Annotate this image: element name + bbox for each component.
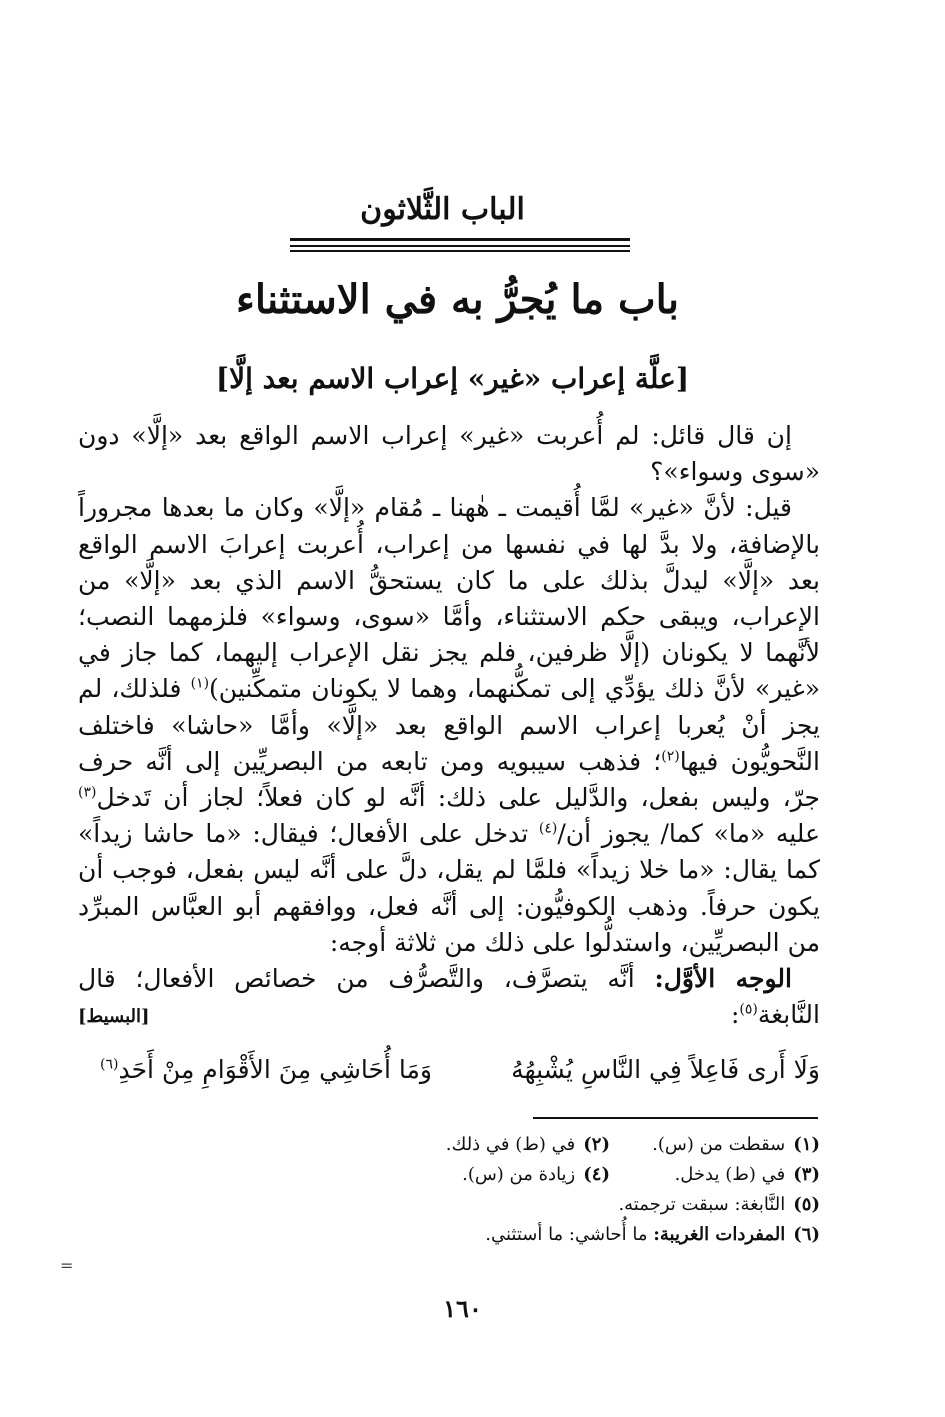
footnote-separator — [533, 1117, 818, 1119]
first-aspect-tail: : — [730, 1000, 740, 1030]
question-paragraph — [78, 418, 820, 490]
verse-first-hemistich: وَلَا أَرى فَاعِلاً فِي النَّاسِ يُشْبِهُهُ — [511, 1055, 820, 1084]
footnote-row — [300, 1190, 820, 1220]
footnote-4 — [400, 1160, 610, 1190]
footnote-text: في (ط) يدخل. — [674, 1164, 786, 1185]
footnote-number: (٣) — [793, 1164, 820, 1185]
chapter-title: الباب الثَّلاثون — [360, 192, 525, 227]
answer-paragraph — [78, 490, 820, 961]
footnotes — [300, 1130, 820, 1250]
footnote-text: في (ط) في ذلك. — [445, 1134, 576, 1155]
footnote-number: (١) — [793, 1134, 820, 1155]
answer-text-2: فلذلك، لم يجز أنْ يُعربا إعراب الاسم الواقع بعد «إلَّا» وأمَّا «حاشا» فاختلف النَّحويُّون فيها — [78, 674, 820, 776]
footnote-text: ما أُحاشي: ما أستثني. — [485, 1224, 654, 1245]
footnote-number: (٤) — [583, 1164, 610, 1185]
poetic-meter-label: [البسيط] — [78, 1006, 150, 1028]
footnote-ref-4[interactable]: (٤) — [538, 820, 558, 837]
answer-text-5: تدخل على الأفعال؛ فيقال: «ما حاشا زيداً» كما يقال: «ما خلا زيداً» فلمَّا لم يقل، دلَّ على أنَّه ليس بفعل، فوجب أن يكون حرفاً. وذهب الكوفيُّون: إلى أنَّه فعل، ووافقهم أبو العبَّاس المبرِّد من البصريِّين، واستدلُّوا على ذلك من ثلاثة أوجه: — [78, 819, 820, 957]
poetry-verse — [100, 1055, 820, 1084]
margin-mark: = — [60, 1256, 74, 1275]
answer-text-1: قيل: لأنَّ «غير» لمَّا أُقيمت ـ هٰهنا ـ مُقام «إلَّا» وكان ما بعدها مجروراً بالإضافة، ولا بدَّ لها في نفسها من إعراب، أُعربت إعرابَ الاسم الواقع بعد «إلَّا» ليدلَّ بذلك على ما كان يستحقُّ الاسم الذي بعد «إلَّا» من الإعراب، ويبقى حكم الاستثناء، وأمَّا «سوى، وسواء» فلزمهما النصب؛ لأنَّهما لا يكونان (إلَّا ظرفين، فلم يجز نقل الإعراب إليهما، كما جاز في «غير» لأنَّ ذلك يؤدِّي إلى تمكُّنهما، وهما لا يكونان متمكِّنين) — [78, 493, 820, 704]
title-divider — [290, 238, 630, 252]
footnote-text: زيادة من (س). — [462, 1164, 576, 1185]
question-text: إن قال قائل: لم أُعربت «غير» إعراب الاسم الواقع بعد «إلَّا» دون «سوى وسواء»؟ — [78, 421, 820, 487]
footnote-row — [300, 1220, 820, 1250]
verse-second-text: وَمَا أُحَاشِي مِنَ الأَقْوَامِ مِنْ أَحَدِ — [118, 1055, 432, 1084]
footnote-number: (٢) — [583, 1134, 610, 1155]
answer-text-4: عليه «ما» كما/ يجوز أن/ — [557, 819, 821, 849]
footnote-6 — [485, 1220, 820, 1250]
first-aspect-paragraph — [78, 961, 820, 1033]
verse-second-hemistich — [100, 1055, 432, 1084]
subheading: [علَّة إعراب «غير» إعراب الاسم بعد إلَّا] — [215, 362, 690, 395]
answer-text-3: ؛ فذهب سيبويه ومن تابعه من البصريِّين إلى أنَّه حرف جرّ، وليس بفعل، والدَّليل على ذلك: أنَّه لو كان فعلاً؛ لجاز أن تَدخل — [78, 746, 820, 813]
footnote-number: (٥) — [793, 1194, 820, 1215]
footnote-5 — [618, 1190, 820, 1220]
divider-line — [290, 250, 630, 252]
divider-line-thick — [290, 238, 630, 241]
page-number: ١٦٠ — [443, 1294, 482, 1323]
section-title: باب ما يُجرُّ به في الاستثناء — [236, 276, 679, 323]
footnote-ref-5[interactable]: (٥) — [739, 1001, 758, 1018]
footnote-row — [300, 1160, 820, 1190]
footnote-2 — [400, 1130, 610, 1160]
footnote-row — [300, 1130, 820, 1160]
footnote-text: سقطت من (س). — [652, 1134, 786, 1155]
footnote-number: (٦) — [793, 1224, 820, 1245]
first-aspect-label: الوجه الأوَّل: — [654, 964, 792, 994]
footnote-ref-1[interactable]: (١) — [190, 676, 210, 693]
divider-line — [290, 245, 630, 247]
main-text — [78, 418, 820, 1035]
footnote-term: المفردات الغريبة: — [653, 1224, 786, 1245]
footnote-ref-3[interactable]: (٣) — [78, 784, 97, 801]
first-aspect-text: أنَّه يتصرَّف، والتَّصرُّف من خصائص الأفعال؛ قال النَّابغة — [78, 964, 820, 1030]
footnote-1 — [610, 1130, 820, 1160]
footnote-ref-6[interactable]: (٦) — [100, 1056, 119, 1073]
footnote-ref-2[interactable]: (٢) — [661, 748, 680, 765]
footnote-text: النَّابغة: سبقت ترجمته. — [618, 1194, 786, 1215]
footnote-3 — [610, 1160, 820, 1190]
